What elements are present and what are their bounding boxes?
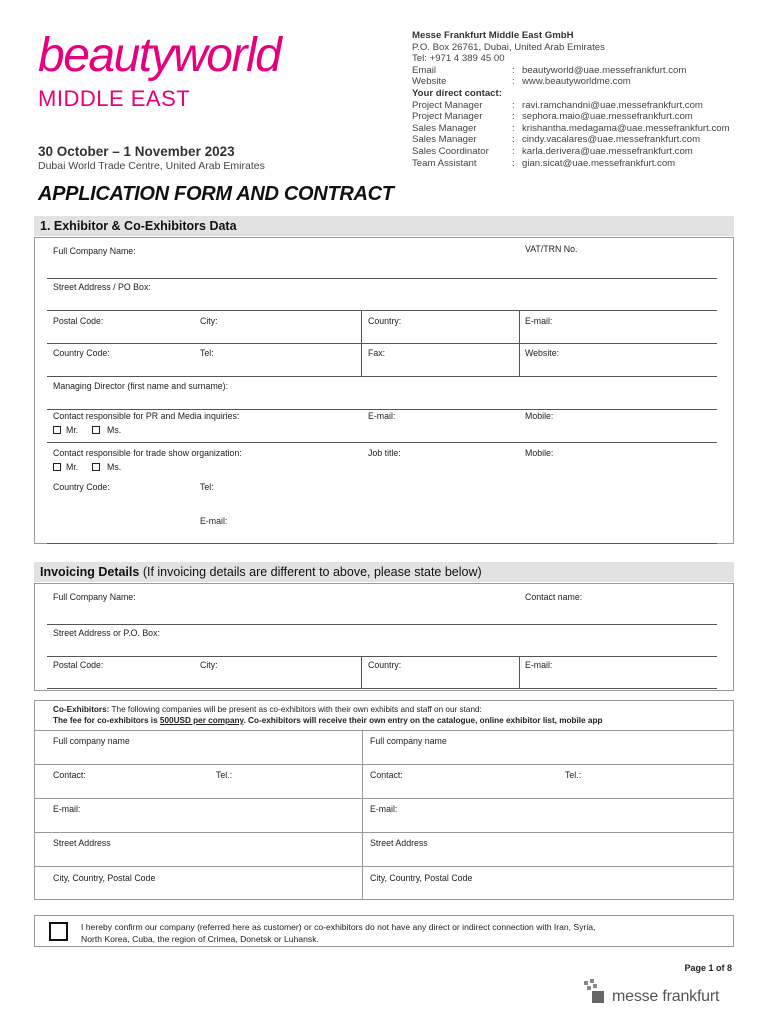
- pr-contact-field[interactable]: [47, 442, 717, 443]
- contact-row: [412, 158, 730, 170]
- colon: :: [512, 76, 515, 88]
- contact-email-link[interactable]: ravi.ramchandni@uae.messefrankfurt.com: [522, 99, 703, 111]
- full-company-name-field[interactable]: [47, 278, 717, 279]
- full-company-name-label: Full Company Name:: [53, 246, 136, 256]
- fee-post: . Co-exhibitors will receive their own entry on the catalogue, online exhibitor list, mobile app: [243, 716, 603, 725]
- divider: [362, 730, 363, 900]
- confirmation-box: [34, 915, 734, 947]
- coex2-company-label: Full company name: [370, 736, 447, 746]
- co-exhibitors-fee: [53, 716, 602, 725]
- postal-code-label: Postal Code:: [53, 316, 104, 326]
- coex1-tel-label: Tel.:: [216, 770, 233, 780]
- divider: [35, 730, 733, 731]
- contact-row: [412, 100, 730, 112]
- contact-role: Sales Manager: [412, 122, 477, 134]
- organizer-tel: Tel: +971 4 389 45 00: [412, 53, 505, 65]
- street-field[interactable]: [47, 310, 717, 311]
- divider: [519, 343, 520, 376]
- trade-contact-field[interactable]: [47, 543, 717, 544]
- pr-email-label: E-mail:: [368, 411, 396, 421]
- contact-fields[interactable]: [47, 376, 717, 377]
- co-exhibitors-intro-text: The following companies will be present as co-exhibitors with their own exhibits and staff on our stand:: [109, 705, 482, 714]
- coex2-tel-label: Tel.:: [565, 770, 582, 780]
- event-venue: Dubai World Trade Centre, United Arab Emirates: [38, 160, 265, 172]
- country-code-label: Country Code:: [53, 348, 110, 358]
- exhibitor-data-box: [34, 237, 734, 544]
- contact-role: Project Manager: [412, 111, 483, 123]
- coex1-company-label: Full company name: [53, 736, 130, 746]
- city-label: City:: [200, 316, 218, 326]
- invoicing-heading-note: (If invoicing details are different to above, please state below): [139, 565, 482, 579]
- contact-row: [412, 123, 730, 135]
- coex2-city-label: City, Country, Postal Code: [370, 873, 473, 883]
- coex1-contact-label: Contact:: [53, 770, 86, 780]
- organizer-email-label: Email: [412, 64, 436, 76]
- section-exhibitor-heading: 1. Exhibitor & Co-Exhibitors Data: [34, 216, 734, 236]
- confirmation-line-2: North Korea, Cuba, the region of Crimea, Donetsk or Luhansk.: [81, 934, 319, 944]
- tel-label: Tel:: [200, 348, 214, 358]
- colon: :: [512, 145, 515, 157]
- colon: :: [512, 111, 515, 123]
- pr-contact-label: Contact responsible for PR and Media inquiries:: [53, 411, 240, 421]
- coex2-contact-label: Contact:: [370, 770, 403, 780]
- organizer-block: [412, 30, 730, 169]
- pr-mobile-label: Mobile:: [525, 411, 554, 421]
- co-exhibitors-intro: [53, 705, 482, 714]
- page-number: Page 1 of 8: [684, 963, 732, 973]
- pr-mr-label: Mr.: [66, 425, 79, 435]
- contact-heading: Your direct contact:: [412, 87, 502, 99]
- section-invoicing-heading: [34, 562, 734, 582]
- contact-email-link[interactable]: krishantha.medagama@uae.messefrankfurt.com: [522, 122, 730, 134]
- managing-director-label: Managing Director (first name and surname):: [53, 381, 229, 391]
- beautyworld-logo-subtitle: MIDDLE EAST: [38, 86, 191, 111]
- email-label: E-mail:: [525, 316, 553, 326]
- divider: [361, 656, 362, 689]
- street-label: Street Address / PO Box:: [53, 282, 151, 292]
- trade-country-code-label: Country Code:: [53, 482, 110, 492]
- fax-label: Fax:: [368, 348, 386, 358]
- colon: :: [512, 99, 515, 111]
- contact-row: [412, 111, 730, 123]
- messe-frankfurt-logo: messe frankfurt: [612, 988, 720, 1005]
- trade-mr-label: Mr.: [66, 462, 79, 472]
- trade-ms-label: Ms.: [107, 462, 122, 472]
- inv-country-label: Country:: [368, 660, 402, 670]
- inv-city-label: City:: [200, 660, 218, 670]
- confirmation-text: [81, 921, 721, 945]
- contact-email-link[interactable]: sephora.maio@uae.messefrankfurt.com: [522, 111, 693, 123]
- coex-contact-fields[interactable]: [35, 798, 733, 799]
- fee-pre: The fee for co-exhibitors is: [53, 716, 160, 725]
- address-fields[interactable]: [47, 343, 717, 344]
- coex1-email-label: E-mail:: [53, 804, 81, 814]
- divider: [361, 310, 362, 343]
- inv-postal-label: Postal Code:: [53, 660, 104, 670]
- trade-contact-label: Contact responsible for trade show organization:: [53, 448, 242, 458]
- inv-address-fields[interactable]: [47, 688, 717, 689]
- co-exhibitors-intro-bold: Co-Exhibitors:: [53, 705, 110, 714]
- fee-amount: 500USD per company: [159, 716, 244, 725]
- inv-street-label: Street Address or P.O. Box:: [53, 628, 160, 638]
- organizer-website-link[interactable]: www.beautyworldme.com: [522, 76, 631, 88]
- trade-ms-checkbox[interactable]: [92, 463, 100, 471]
- contact-email-link[interactable]: cindy.vacalares@uae.messefrankfurt.com: [522, 134, 701, 146]
- vat-label: VAT/TRN No.: [525, 244, 578, 254]
- contact-row: [412, 146, 730, 158]
- event-dates: 30 October – 1 November 2023: [38, 144, 235, 159]
- contact-email-link[interactable]: gian.sicat@uae.messefrankfurt.com: [522, 157, 676, 169]
- contact-role: Sales Coordinator: [412, 145, 489, 157]
- organizer-address: P.O. Box 26761, Dubai, United Arab Emirates: [412, 41, 605, 53]
- confirmation-checkbox[interactable]: [49, 922, 68, 941]
- organizer-email-link[interactable]: beautyworld@uae.messefrankfurt.com: [522, 64, 687, 76]
- coex-email-fields[interactable]: [35, 832, 733, 833]
- trade-mobile-label: Mobile:: [525, 448, 554, 458]
- invoicing-heading-bold: Invoicing Details: [40, 565, 140, 579]
- pr-mr-checkbox[interactable]: [53, 426, 61, 434]
- organizer-website-label: Website: [412, 76, 447, 88]
- colon: :: [512, 122, 515, 134]
- trade-email-label: E-mail:: [200, 516, 228, 526]
- inv-email-label: E-mail:: [525, 660, 553, 670]
- pr-ms-checkbox[interactable]: [92, 426, 100, 434]
- invoicing-box: [34, 583, 734, 691]
- messe-frankfurt-logo-icon: [583, 979, 607, 1005]
- contact-row: [412, 134, 730, 146]
- colon: :: [512, 134, 515, 146]
- organizer-website-row: [412, 76, 730, 88]
- trade-mr-checkbox[interactable]: [53, 463, 61, 471]
- contact-role: Team Assistant: [412, 157, 477, 169]
- coex2-email-label: E-mail:: [370, 804, 398, 814]
- inv-full-company-name-label: Full Company Name:: [53, 592, 136, 602]
- contact-email-link[interactable]: karla.derivera@uae.messefrankfurt.com: [522, 145, 693, 157]
- organizer-email-row: [412, 65, 730, 77]
- country-label: Country:: [368, 316, 402, 326]
- website-label: Website:: [525, 348, 560, 358]
- coex-street-fields[interactable]: [35, 866, 733, 867]
- job-title-label: Job title:: [368, 448, 401, 458]
- coex-company-fields[interactable]: [35, 764, 733, 765]
- coex1-street-label: Street Address: [53, 838, 111, 848]
- divider: [361, 343, 362, 376]
- coex1-city-label: City, Country, Postal Code: [53, 873, 156, 883]
- co-exhibitors-box: [34, 700, 734, 900]
- contact-role: Project Manager: [412, 99, 483, 111]
- trade-tel-label: Tel:: [200, 482, 214, 492]
- inv-street-field[interactable]: [47, 656, 717, 657]
- organizer-name: Messe Frankfurt Middle East GmbH: [412, 30, 574, 41]
- managing-director-field[interactable]: [47, 409, 717, 410]
- confirmation-line-1: I hereby confirm our company (referred here as customer) or co-exhibitors do not have any direct or indirect connection with Iran, Syria,: [81, 922, 596, 932]
- coex2-street-label: Street Address: [370, 838, 428, 848]
- pr-ms-label: Ms.: [107, 425, 122, 435]
- document-title: APPLICATION FORM AND CONTRACT: [38, 183, 394, 205]
- beautyworld-logo: beautyworld: [38, 29, 281, 82]
- colon: :: [512, 64, 515, 76]
- colon: :: [512, 157, 515, 169]
- contact-role: Sales Manager: [412, 134, 477, 146]
- inv-contact-name-label: Contact name:: [525, 592, 583, 602]
- divider: [519, 656, 520, 689]
- inv-full-company-name-field[interactable]: [47, 624, 717, 625]
- divider: [519, 310, 520, 343]
